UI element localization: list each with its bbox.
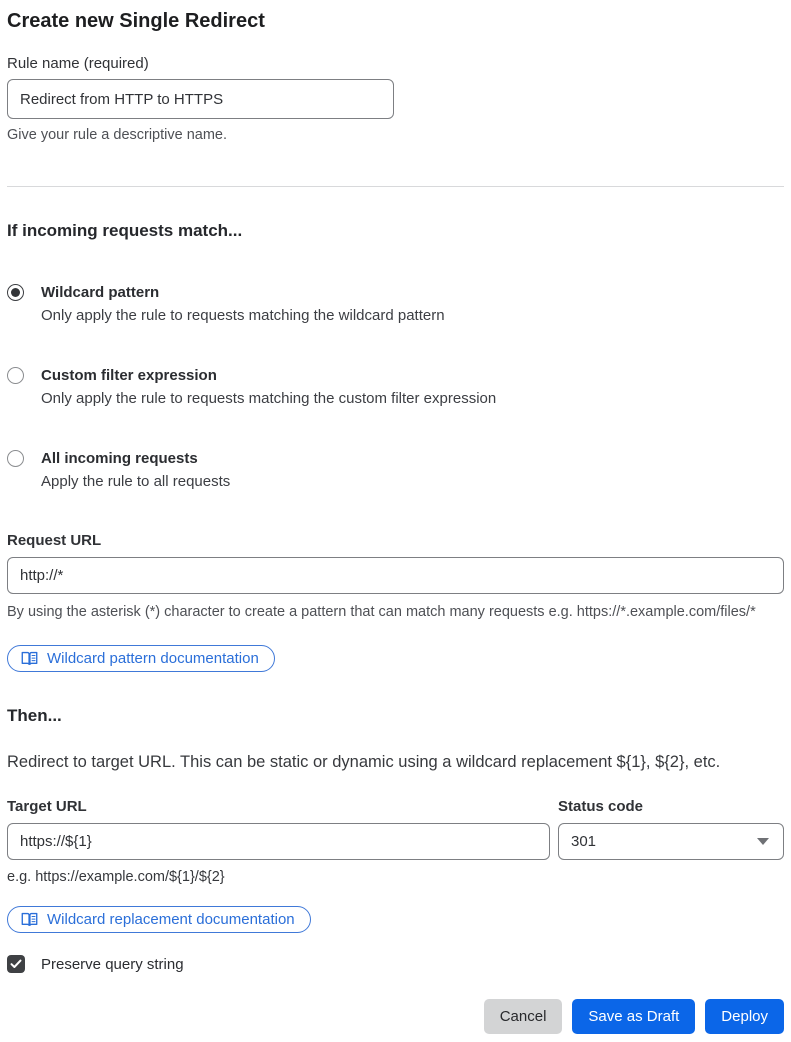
doc-button-label: Wildcard pattern documentation [47,649,259,667]
match-section-heading: If incoming requests match... [7,221,243,240]
rule-name-input[interactable] [7,79,394,119]
request-url-input[interactable] [7,557,784,594]
target-url-help: e.g. https://example.com/${1}/${2} [7,869,225,885]
preserve-query-checkbox-row[interactable] [7,955,784,973]
radio-option-wildcard-pattern[interactable] [7,283,784,326]
target-url-input[interactable] [7,823,550,860]
wildcard-pattern-doc-button[interactable] [7,645,275,672]
target-url-field [7,797,550,860]
target-url-label: Target URL [7,798,87,815]
chevron-down-icon [757,838,769,845]
status-code-value: 301 [571,833,597,850]
deploy-button[interactable]: Deploy [705,999,784,1034]
radio-option-description: Only apply the rule to requests matching the custom filter expression [41,390,497,407]
book-icon [21,651,38,666]
rule-name-help: Give your rule a descriptive name. [7,127,228,143]
then-section-heading: Then... [7,706,62,725]
doc-button-label: Wildcard replacement documentation [47,910,295,928]
save-as-draft-button[interactable]: Save as Draft [572,999,695,1034]
request-url-help: By using the asterisk (*) character to create a pattern that can match many requests e.g. https://*.example.com/files/* [7,604,756,620]
checkbox-checked-icon[interactable] [7,955,25,973]
radio-option-label: All incoming requests [41,450,198,467]
rule-name-label: Rule name (required) [7,55,149,72]
target-status-row [7,797,784,860]
section-divider [7,186,784,187]
radio-selected-icon[interactable] [7,284,24,301]
cancel-button[interactable]: Cancel [484,999,563,1034]
radio-unselected-icon[interactable] [7,367,24,384]
radio-option-description: Only apply the rule to requests matching the wildcard pattern [41,307,445,324]
radio-option-custom-filter[interactable] [7,366,784,409]
status-code-select[interactable] [558,823,784,860]
radio-unselected-icon[interactable] [7,450,24,467]
then-description: Redirect to target URL. This can be static or dynamic using a wildcard replacement ${1}, ${2}, etc. [7,753,721,771]
radio-option-all-requests[interactable] [7,449,784,492]
wildcard-replacement-doc-button[interactable] [7,906,311,933]
radio-option-description: Apply the rule to all requests [41,473,231,490]
radio-option-label: Custom filter expression [41,367,217,384]
status-code-field [558,797,784,860]
request-url-label: Request URL [7,532,102,549]
status-code-label: Status code [558,798,644,815]
form-actions [7,999,784,1034]
book-icon [21,912,38,927]
radio-option-label: Wildcard pattern [41,284,160,301]
page-title: Create new Single Redirect [7,10,265,32]
preserve-query-label: Preserve query string [41,955,184,973]
